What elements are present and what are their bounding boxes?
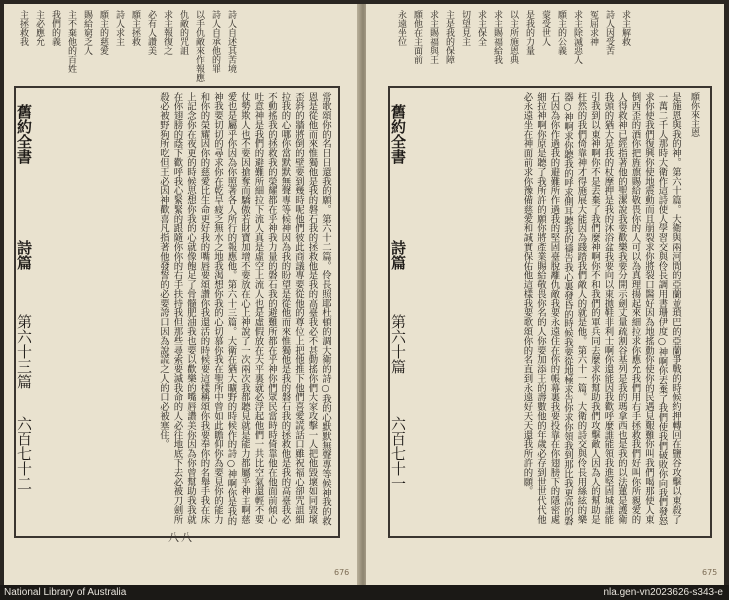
right-margin-notes: [396, 10, 630, 82]
margin-note: 主拯救我: [18, 10, 28, 46]
right-page-stamp: 675: [702, 568, 718, 577]
margin-note: 仇敵的咒詛: [178, 10, 188, 55]
left-page-marker: 八八: [168, 531, 194, 544]
margin-note: 詩人因受苦: [604, 10, 614, 55]
margin-note: 願他在主面前: [412, 10, 422, 64]
footer-identifier: nla.gen-vn2023626-s343-e: [603, 587, 723, 598]
left-page: [4, 4, 360, 585]
margin-note: 主必應允: [34, 10, 44, 46]
margin-note: 願主的慈愛: [98, 10, 108, 55]
right-header-chapter: 第六十篇: [389, 314, 407, 374]
margin-note: 求主解救: [620, 10, 630, 46]
margin-note: 切望見主: [460, 10, 470, 46]
margin-note: 求主除滅惡人: [572, 10, 582, 64]
margin-note: 求主保全: [476, 10, 486, 46]
left-header-book: 詩篇: [15, 240, 33, 270]
left-header-page: 六百七十二: [15, 416, 33, 491]
margin-note: 願主拯救: [130, 10, 140, 46]
margin-note: 永遠坐位: [396, 10, 406, 46]
right-header-page: 六百七十一: [389, 416, 407, 491]
right-header-book: 詩篇: [389, 240, 407, 270]
margin-note: 蒙受世人: [540, 10, 550, 46]
footer-library: National Library of Australia: [4, 587, 127, 598]
margin-note: 是我的力量: [524, 10, 534, 55]
right-page: [366, 4, 724, 585]
margin-note: 求主賜福與王: [428, 10, 438, 64]
left-page-stamp: 676: [334, 568, 350, 577]
margin-note: 必有人讚美: [146, 10, 156, 55]
margin-note: 賜給窮乏人: [82, 10, 92, 55]
right-header-verse: 願你來主恩: [689, 92, 699, 137]
right-body-text: 是施恩與我的神。第六十篇。大衛與兩河間的亞蘭並瑣巴的亞蘭爭戰的時候約押轉回在鹽谷攻擊以東殺了一萬二千人那時大衛作這詩使人學習交與伶長調用書珊伊度○神啊你丟棄了我們使我們破敗你向我們發怒求你使我們復興你使地震動而且崩裂求你將裂口醫好因為地搖動你使你的民遇見艱難你叫我們喝那使人東倒西歪的酒你把旌旗賜給敬畏你的人可以為真理揚起來細拉求你應允我們用右手拯救我們好叫你所親愛的人得救神已經指著他的聖潔說我要歡樂我要分開示劍丈量疏割谷基列是我的瑪拿西也是我的以法蓮是護衛我頭的猶大是我的杖摩押是我的沐浴盆我要向以東拋鞋非利士啊你還能因我歡呼麼誰能領我進堅固城誰能引我到以東神啊你不是丟棄了我們麼神啊你不和我們的軍兵同去麼求你幫助我們攻擊敵人因為人的幫助是枉然的我們倚靠神才得施展大能因為踐踏我們敵人的就是他。第六十一篇。大衛的詩交與伶長用絲絃的樂器○神啊求你聽我的呼求側耳聽我的禱告我心裏發昏的時候我要從地極求告你求你領我到那比我更高的磐石因為你作過我的避難所作過我的堅固臺脫離仇敵我要永遠住在你的帳幕裏我要投靠在你翅膀下的隱密處細拉神啊你原是聽了我所許的願你將產業賜給敬畏你名的人你要加添王的壽數他的年歲必存到世世代代他必永遠坐在神面前求你豫備慈愛和誠實保佑他這樣我要歌頌你的名直到永遠好天天還我所許的願。: [521, 92, 681, 526]
left-margin-notes: [18, 10, 236, 82]
margin-note: 我們的義: [50, 10, 60, 46]
left-header-chapter: 第六十三篇: [15, 314, 33, 389]
margin-note: 主是我的保障: [444, 10, 454, 64]
left-header-title: 舊約全書: [15, 104, 33, 164]
margin-note: 冤屈求神: [588, 10, 598, 46]
margin-note: 主不棄他的百姓: [66, 10, 76, 73]
margin-note: 求主報復之: [162, 10, 172, 55]
left-body-text: 常歌頌你的名日日還我的願。第六十二篇。伶長照耶杜頓的調大衛的詩○我的心默默無聲專等候神我的救恩是從他而來惟獨他是我的磐石我的拯救他是我的高臺我必不甚動搖你們大家攻擊一人把他毀壞如同毀壞歪斜的牆將倒的壁要到幾時呢他們彼此商議專要從他的尊位上把他推下他們喜愛謊話口雖祝福心卻咒詛細拉我的心哪你當默默無聲專等候神因為我的盼望是從他而來惟獨他是我的磐石我的拯救他是我的高臺我必不動搖我的拯救我的榮耀都在乎神我力量的磐石我的避難所都在乎神你們眾民當時時倚靠他在他面前傾心吐意神是我們的避難所細拉下流人真是虛空上流人也是虛假放在天平裏就必浮起他們一共比空氣還輕不要仗勢欺人也不要因搶奪而驕傲若財寶加增不要放在心上神說了一次兩次我都聽見就是能力都屬乎神主啊慈愛也是屬乎你因為你照著各人所行的報應他。第六十三篇。大衛在猶大曠野的時候作的詩○神啊你是我的神我要切切的尋求你在乾旱疲乏無水之地我渴想你我的心切慕你我在聖所中曾如此瞻仰你為要見你的能力和你的榮耀因你的慈愛比生命更好我的嘴唇要頌讚你我還活的時候要這樣稱頌你我要奉你的名舉手我在床上記念你在夜更的時候思想你我的心就像飽足了骨髓肥油我也要以歡樂的嘴唇讚美你因為你曾幫助我我就在你翅膀的蔭下歡呼我心緊緊的跟隨你你的右手扶持我但那些尋索要滅我命的人必往地底下去必被刀劍所殺必被野狗所吃但王必因神歡喜凡指著他發誓的必要誇口因為說謊之人的口必被塞住。: [158, 92, 331, 526]
margin-note: 詩人自承他的罪: [210, 10, 220, 73]
margin-note: 以主所施恩典: [508, 10, 518, 64]
margin-note: 詩人求主: [114, 10, 124, 46]
margin-note: 詩人自述其苦境: [226, 10, 236, 73]
footer-bar: [0, 585, 729, 600]
margin-note: 願主的公義: [556, 10, 566, 55]
right-header-title: 舊約全書: [389, 104, 407, 164]
margin-note: 求主賜福給我: [492, 10, 502, 64]
margin-note: 以手仇敵來作報應: [194, 10, 204, 82]
